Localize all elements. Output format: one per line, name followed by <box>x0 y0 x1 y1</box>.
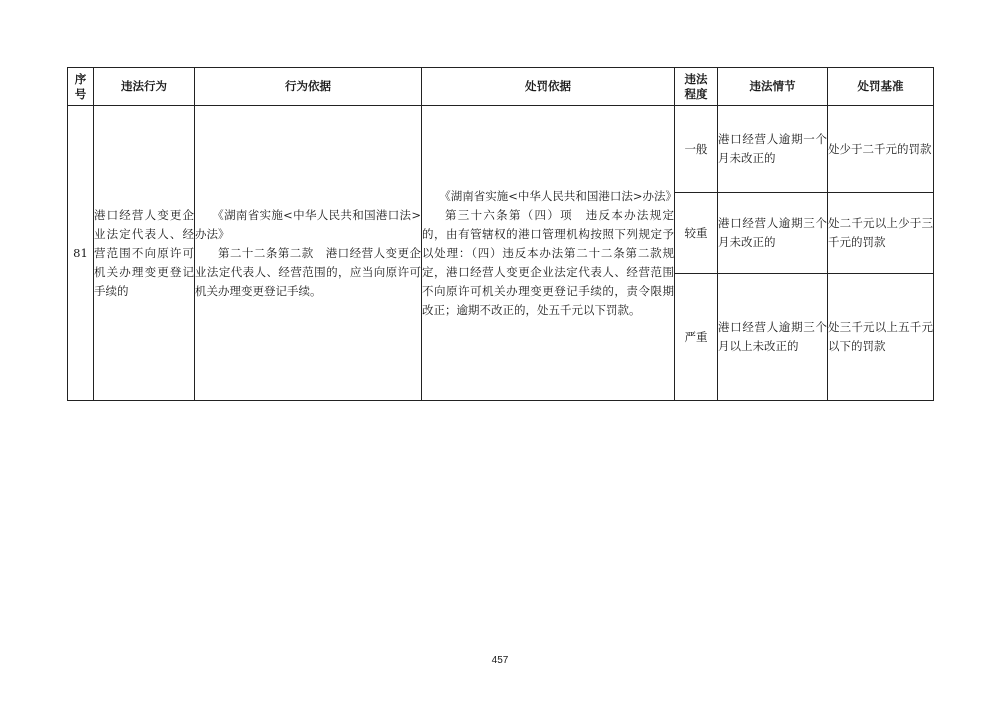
standard-severe: 处三千元以上五千元以下的罚款 <box>828 274 934 401</box>
level-general: 一般 <box>675 106 718 193</box>
row-penalty-basis <box>422 106 678 401</box>
standard-general: 处少于二千元的罚款 <box>828 106 934 193</box>
page-number: 457 <box>491 655 509 666</box>
penalty-basis-title: 《湖南省实施<中华人民共和国港口法>办法》 <box>439 188 678 203</box>
header-level: 违法程度 <box>675 68 718 106</box>
situation-severe: 港口经营人逾期三个月以上未改正的 <box>718 274 828 401</box>
header-basis: 行为依据 <box>195 68 422 106</box>
header-standard: 处罚基准 <box>828 68 934 106</box>
table-row <box>68 106 934 193</box>
situation-serious: 港口经营人逾期三个月未改正的 <box>718 193 828 274</box>
row-conduct-basis <box>195 106 422 401</box>
header-act: 违法行为 <box>94 68 195 106</box>
level-serious: 较重 <box>675 193 718 274</box>
conduct-basis-body: 第二十二条第二款 港口经营人变更企业法定代表人、经营范围的，应当向原许可机关办理变更登记手续。 <box>195 245 421 298</box>
penalty-basis-body: 第三十六条第（四）项 违反本办法规定的，由有管辖权的港口管理机构按照下列规定予以处理：（四）违反本办法第二十二条第二款规定，港口经营人变更企业法定代表人、经营范围不向原许可机关办理变更登记手续的，责令限期改正；逾期不改正的，处五千元以下罚款。 <box>422 207 674 317</box>
conduct-basis-title: 《湖南省实施<中华人民共和国港口法>办法》 <box>195 207 421 241</box>
level-severe: 严重 <box>675 274 718 401</box>
header-seq: 序号 <box>68 68 94 106</box>
header-punish: 处罚依据 <box>422 68 675 106</box>
situation-general: 港口经营人逾期一个月未改正的 <box>718 106 828 193</box>
header-situation: 违法情节 <box>718 68 828 106</box>
standard-serious: 处二千元以上少于三千元的罚款 <box>828 193 934 274</box>
penalty-standard-table <box>67 67 934 401</box>
row-seq: 81 <box>68 106 94 401</box>
table-header-row <box>68 68 934 106</box>
row-violation-act: 港口经营人变更企业法定代表人、经营范围不向原许可机关办理变更登记手续的 <box>94 106 195 401</box>
